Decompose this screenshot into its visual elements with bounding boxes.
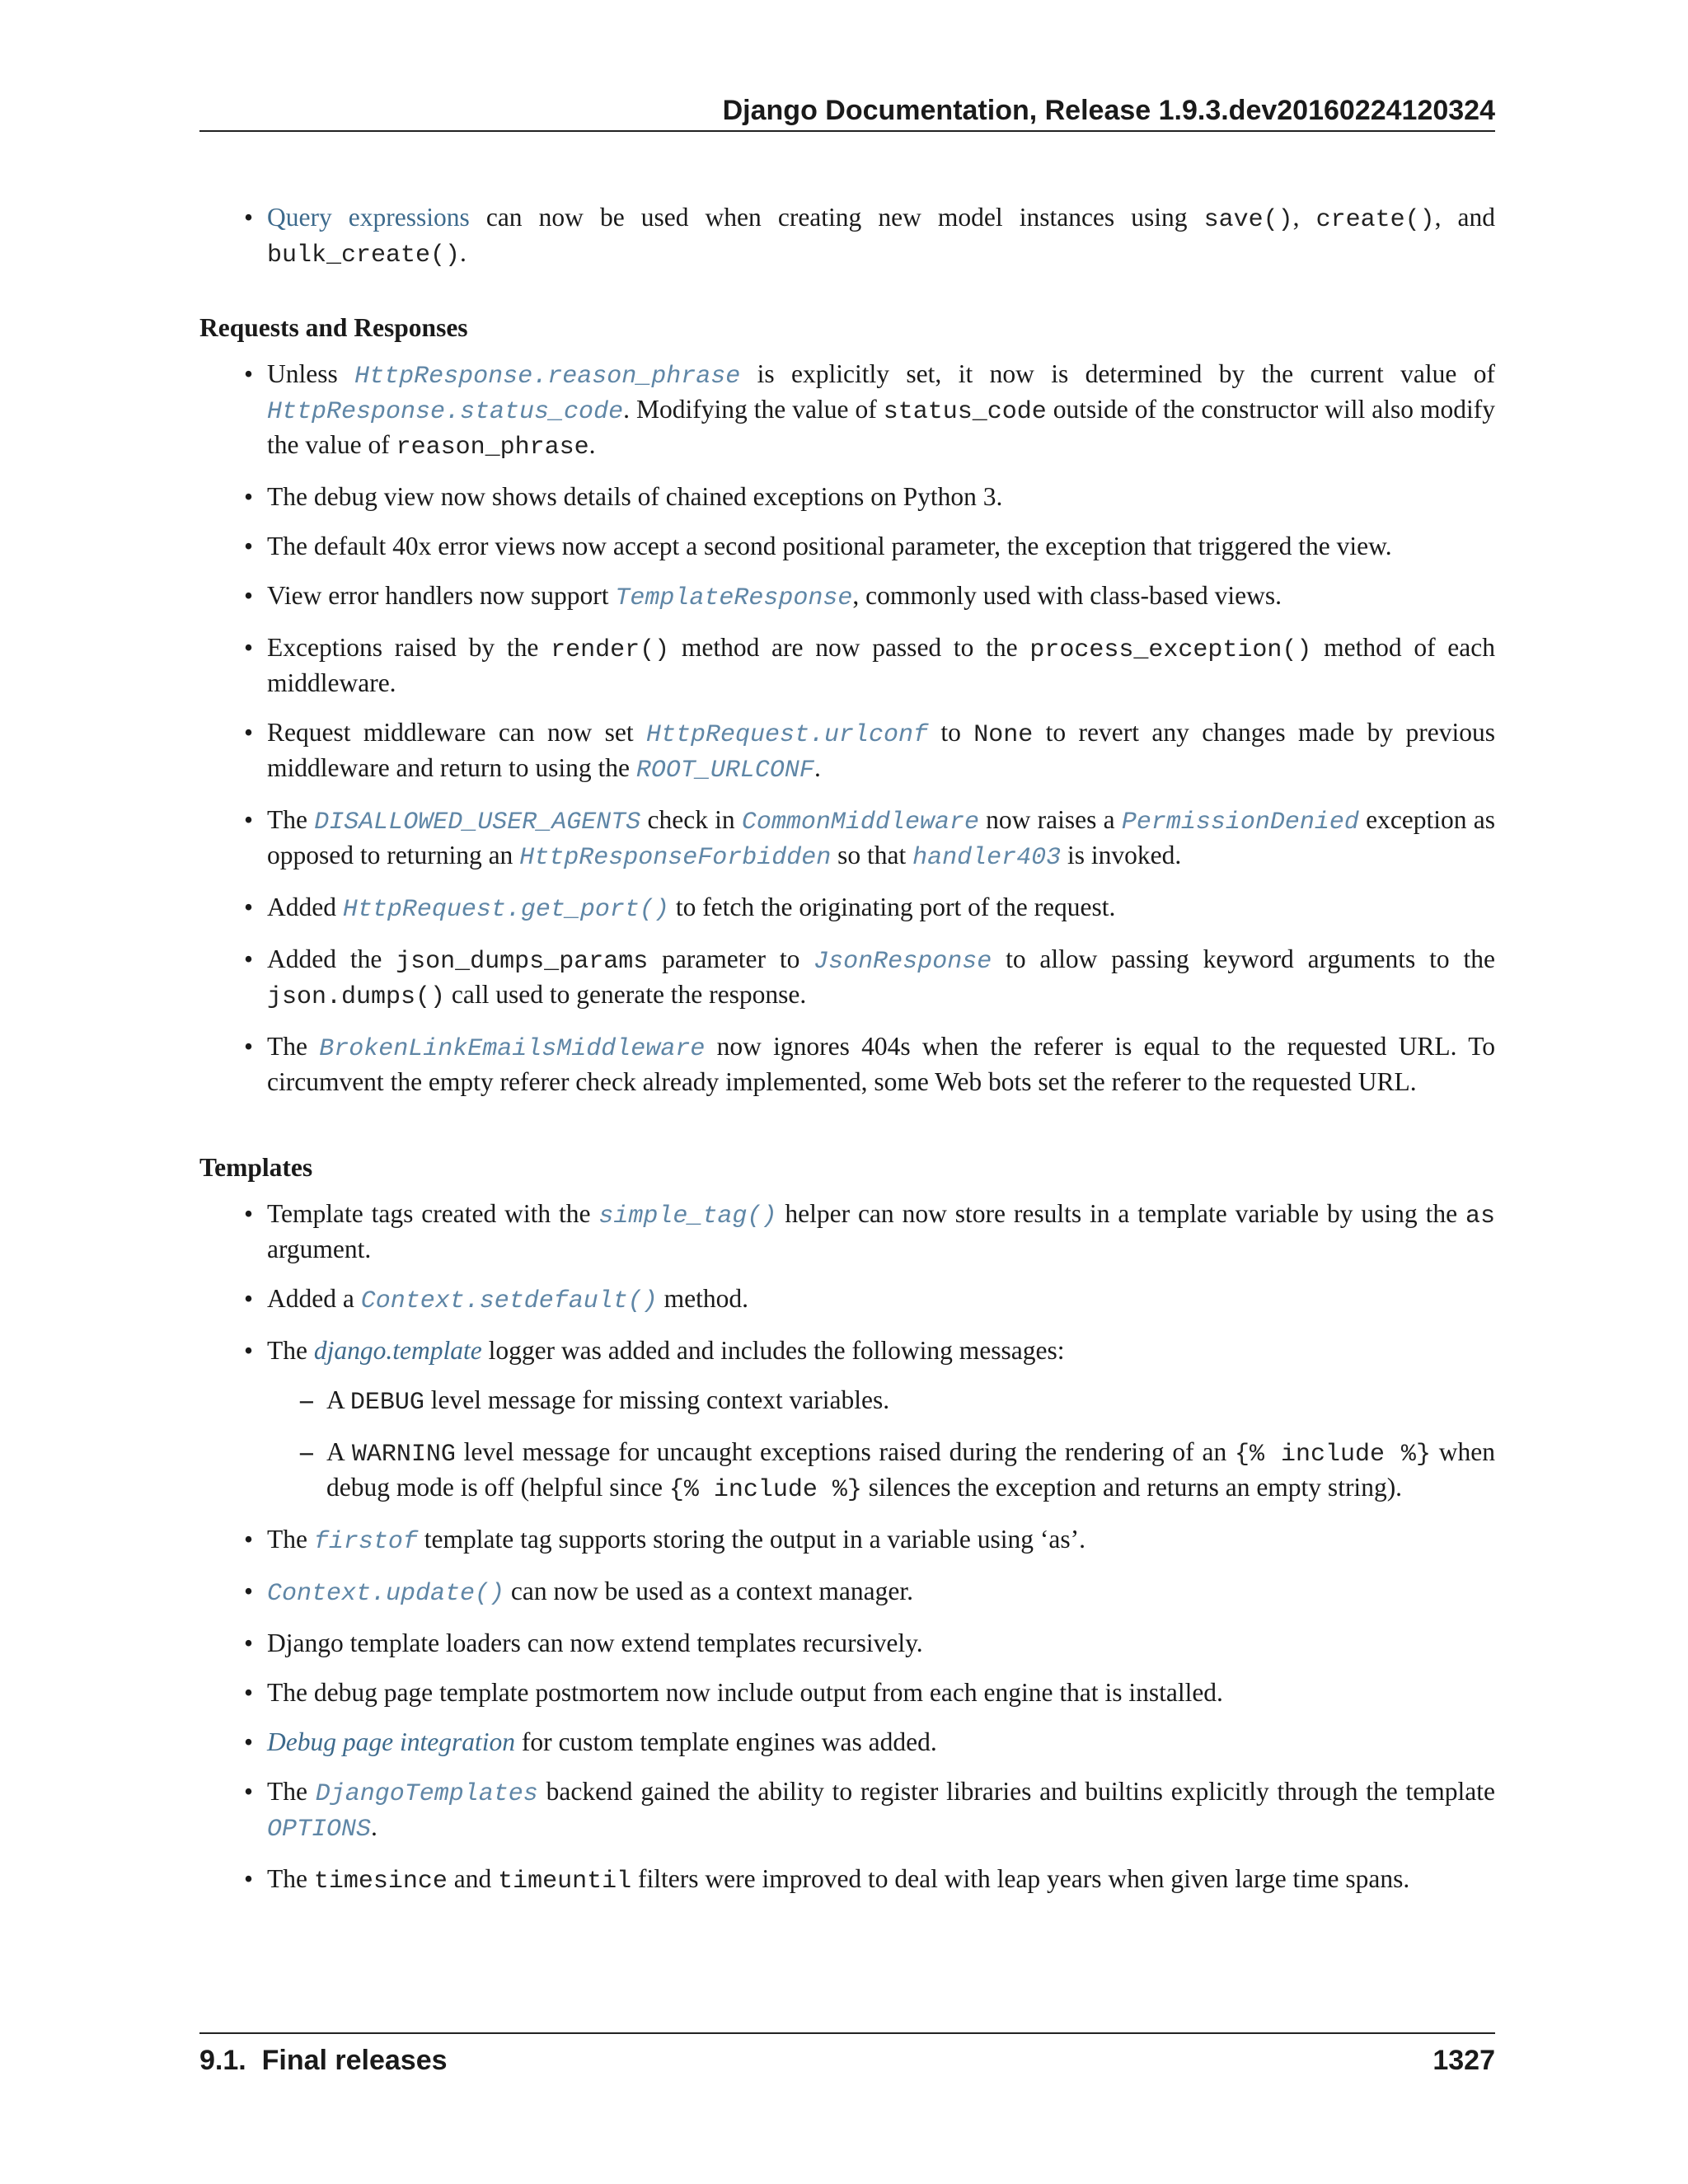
page-number: 1327 [1432, 2045, 1495, 2076]
list-item [199, 1676, 1495, 1709]
text: and [447, 1864, 499, 1893]
handler403-link[interactable]: handler403 [912, 844, 1062, 872]
context-setdefault-link[interactable]: Context.setdefault() [360, 1287, 658, 1315]
intro-list [199, 201, 1495, 272]
code-bulk-create: bulk_create() [267, 241, 461, 269]
text: to revert any changes made by previous middleware and return to using the [267, 718, 1495, 782]
list-item [199, 943, 1495, 1014]
text: level message for uncaught exceptions raised during the rendering of an [455, 1437, 1236, 1466]
list-item [199, 358, 1495, 464]
text: method. [657, 1284, 749, 1313]
text: The default 40x error views now accept a second positional parameter, the exception that triggered the view. [267, 532, 1392, 560]
text: parameter to [648, 944, 814, 973]
text: Exceptions raised by the [267, 633, 551, 662]
header-title: Django Documentation, Release 1.9.3.dev20160224120324 [722, 95, 1495, 126]
django-templates-link[interactable]: DjangoTemplates [315, 1780, 538, 1808]
text: can now be used as a context manager. [504, 1577, 913, 1605]
code-include: {% include %} [668, 1476, 862, 1504]
text: when debug mode is off (helpful since [326, 1437, 1495, 1502]
code-json-dumps: json.dumps() [267, 983, 446, 1011]
text: is invoked. [1061, 841, 1182, 869]
code-save: save() [1203, 206, 1293, 234]
root-urlconf-link[interactable]: ROOT_URLCONF [635, 757, 814, 785]
text: outside of the constructor will also modify the value of [267, 395, 1495, 459]
text: can now be used when creating new model instances using [469, 203, 1204, 232]
code-timeuntil: timeuntil [498, 1868, 632, 1896]
text: Unless [267, 359, 355, 388]
text: silences the exception and returns an empty string). [861, 1473, 1403, 1502]
text: to allow passing keyword arguments to the [992, 944, 1495, 973]
status-code-link[interactable]: HttpResponse.status_code [267, 398, 624, 426]
code-process-exception: process_exception() [1029, 636, 1312, 664]
list-item [267, 1436, 1495, 1507]
text: . [814, 753, 821, 782]
reason-phrase-link[interactable]: HttpResponse.reason_phrase [354, 363, 741, 391]
text: . [460, 238, 467, 267]
text: A [326, 1385, 350, 1414]
templates-list [199, 1197, 1495, 1898]
code-timesince: timesince [313, 1868, 448, 1896]
simple-tag-link[interactable]: simple_tag() [598, 1202, 777, 1230]
section-heading-requests: Requests and Responses [199, 313, 468, 342]
text: The [267, 1336, 314, 1365]
text: The [267, 1777, 316, 1806]
text: method of each middleware. [267, 633, 1496, 697]
text: The [267, 1864, 314, 1893]
query-expressions-link[interactable]: Query expressions [267, 203, 470, 232]
text: Request middleware can now set [267, 718, 646, 747]
list-item [199, 631, 1495, 700]
running-header [199, 92, 1495, 132]
list-item [199, 804, 1495, 874]
firstof-link[interactable]: firstof [313, 1528, 418, 1556]
text: , commonly used with class-based views. [852, 581, 1282, 610]
django-template-logger-link[interactable]: django.template [313, 1336, 482, 1365]
list-item [199, 1197, 1495, 1266]
list-item [199, 716, 1495, 787]
get-port-link[interactable]: HttpRequest.get_port() [342, 896, 669, 924]
list-item [199, 1523, 1495, 1558]
text: is explicitly set, it now is determined by the current value of [740, 359, 1495, 388]
text: call used to generate the response. [445, 980, 807, 1009]
list-item [199, 201, 1495, 272]
text: helper can now store results in a template variable by using the [776, 1199, 1465, 1228]
permission-denied-link[interactable]: PermissionDenied [1121, 808, 1359, 837]
text: method are now passed to the [669, 633, 1030, 662]
broken-link-emails-middleware-link[interactable]: BrokenLinkEmailsMiddleware [319, 1035, 706, 1063]
requests-list [199, 358, 1495, 1099]
page-content [199, 201, 1495, 1915]
text: Added [267, 893, 343, 921]
text: . [371, 1812, 377, 1841]
text: The [267, 1525, 314, 1554]
code-json-dumps-params: json_dumps_params [396, 948, 649, 976]
text: to fetch the originating port of the request. [668, 893, 1116, 921]
text: exception as opposed to returning an [267, 805, 1495, 869]
text: The [267, 1032, 320, 1061]
text: now ignores 404s when the referer is equal to the requested URL. To circumvent the empty referer check already implemented, some Web bots set the referer to the requested URL. [267, 1032, 1495, 1096]
text: backend gained the ability to register libraries and builtins explicitly through the template [537, 1777, 1495, 1806]
text: A [326, 1437, 352, 1466]
context-update-link[interactable]: Context.update() [267, 1580, 505, 1608]
text: The debug page template postmortem now include output from each engine that is installed. [267, 1678, 1223, 1707]
text: View error handlers now support [267, 581, 616, 610]
logger-messages-list [267, 1384, 1495, 1507]
list-item [199, 1030, 1495, 1099]
text: now raises a [978, 805, 1122, 834]
list-item [199, 1863, 1495, 1898]
text: to [928, 718, 974, 747]
list-item [199, 1726, 1495, 1759]
http-response-forbidden-link[interactable]: HttpResponseForbidden [519, 844, 832, 872]
code-create: create() [1315, 206, 1435, 234]
list-item [199, 1775, 1495, 1846]
list-item [199, 530, 1495, 563]
text: Django template loaders can now extend templates recursively. [267, 1629, 923, 1657]
text: , [1292, 203, 1316, 232]
options-link[interactable]: OPTIONS [267, 1816, 372, 1844]
code-include: {% include %} [1235, 1441, 1431, 1469]
list-item [199, 1627, 1495, 1660]
text: Template tags created with the [267, 1199, 599, 1228]
code-none: None [973, 721, 1034, 749]
list-item [199, 891, 1495, 926]
text: . [588, 430, 596, 459]
list-item [199, 480, 1495, 513]
list-item [199, 579, 1495, 615]
json-response-link[interactable]: JsonResponse [814, 948, 992, 976]
text: Added the [267, 944, 396, 973]
urlconf-link[interactable]: HttpRequest.urlconf [645, 721, 929, 749]
text: so that [831, 841, 913, 869]
list-item [267, 1384, 1495, 1419]
list-item [199, 1334, 1495, 1507]
text: argument. [267, 1235, 372, 1263]
list-item [199, 1282, 1495, 1318]
text: check in [640, 805, 742, 834]
code-as: as [1465, 1202, 1495, 1230]
list-item [199, 1575, 1495, 1610]
template-response-link[interactable]: TemplateResponse [615, 584, 853, 612]
running-footer [199, 2032, 1495, 2079]
disallowed-user-agents-link[interactable]: DISALLOWED_USER_AGENTS [314, 808, 641, 837]
text: Added a [267, 1284, 361, 1313]
text: . Modifying the value of [623, 395, 884, 424]
text: level message for missing context variables. [424, 1385, 890, 1414]
common-middleware-link[interactable]: CommonMiddleware [741, 808, 979, 837]
section-heading-templates: Templates [199, 1153, 313, 1182]
text: , and [1434, 203, 1496, 232]
code-render: render() [551, 636, 670, 664]
code-status-code: status_code [883, 398, 1047, 426]
text: The [267, 805, 315, 834]
debug-page-integration-link[interactable]: Debug page integration [267, 1727, 515, 1756]
code-warning: WARNING [351, 1441, 456, 1469]
footer-section: 9.1. Final releases [199, 2045, 448, 2076]
text: logger was added and includes the following messages: [481, 1336, 1065, 1365]
code-debug: DEBUG [349, 1389, 424, 1417]
text: filters were improved to deal with leap years when given large time spans. [631, 1864, 1410, 1893]
code-reason-phrase: reason_phrase [396, 434, 589, 462]
text: template tag supports storing the output in a variable using ‘as’. [417, 1525, 1085, 1554]
text: for custom template engines was added. [514, 1727, 937, 1756]
text: The debug view now shows details of chained exceptions on Python 3. [267, 482, 1003, 511]
